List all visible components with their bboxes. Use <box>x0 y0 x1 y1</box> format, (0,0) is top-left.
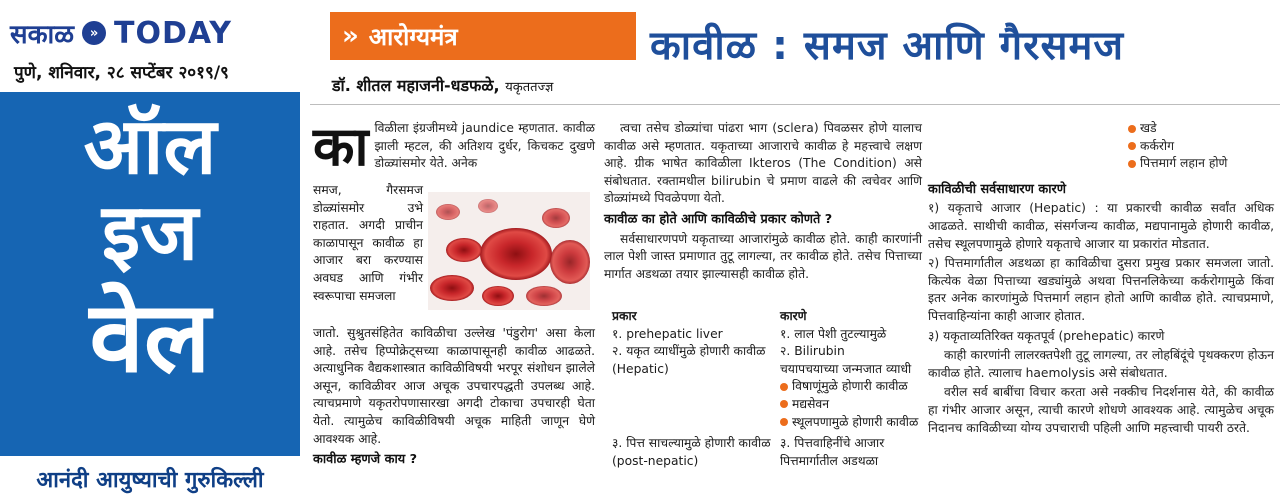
blood-cells-illustration <box>428 192 590 310</box>
list-item <box>780 414 922 432</box>
byline <box>332 74 972 96</box>
brand-name: सकाळ <box>10 20 75 50</box>
supplement-title-line3: वेल <box>89 281 211 395</box>
table-cell: २. यकृत व्याधींमुळे होणारी कावीळ (Hepatic) <box>612 344 766 376</box>
author-name: डॉ. शीतल महाजनी-धडफळे, <box>332 76 500 95</box>
red-blood-cells-photo <box>428 192 590 310</box>
list-item-label: पित्तमार्ग लहान होणे <box>1140 156 1228 171</box>
orange-bullet-icon <box>780 418 788 426</box>
double-chevron-icon: » <box>342 21 359 51</box>
table-header: कारणे <box>780 309 807 323</box>
list-item-label: कर्करोग <box>1140 138 1175 153</box>
article-paragraph: सर्वसाधारणपणे यकृताच्या आजारांमुळे कावीळ होते. काही कारणांनी लाल पेशी जास्त प्रमाणात तुटू लागल्या, तर कावीळ होते. तसेच पित्ताच्या मार्गात अडथळा तयार झाल्यासही कावीळ होते. <box>604 231 922 281</box>
article-paragraph-narrow: समज, गैरसमज डोळ्यांसमोर उभे राहतात. अगदी प्राचीन काळापासून कावीळ हा आजार बरा करण्यास अवघड आणि गंभीर स्वरूपाचा समजला <box>313 183 423 303</box>
tagline: आनंदी आयुष्याची गुरुकिल्ली <box>36 467 264 493</box>
author-role: यकृततज्ज्ञ <box>505 80 554 95</box>
list-item-label: स्थूलपणामुळे होणारी कावीळ <box>792 414 919 429</box>
orange-bullet-icon <box>1128 142 1136 150</box>
subheading: कावीळ म्हणजे काय ? <box>313 452 418 468</box>
table-row <box>612 343 922 431</box>
masthead <box>0 0 300 501</box>
table-row <box>612 435 922 470</box>
divider <box>310 104 1280 105</box>
article-paragraph: १) यकृताचे आजार (Hepatic) : या प्रकारची कावीळ सर्वांत अधिक आढळते. साथीची कावीळ, संसर्गजन्य कावीळ, मद्यपानामुळे होणारी कावीळ, तसेच स्थूलपणामुळे होणारे यकृताचे आजार या प्रकारांत मोडतात. <box>928 201 1274 251</box>
article-column-2 <box>604 120 922 285</box>
section-label: आरोग्यमंत्र <box>368 22 458 51</box>
list-item <box>928 138 1274 156</box>
article-paragraph: २) पित्तमार्गातील अडथळा हा काविळीचा दुसरा प्रमुख प्रकार समजला जातो. कित्येक वेळा पित्ताच्या खड्यांमुळे अथवा पित्तनलिकेच्या कर्करोगामुळे किंवा इतर अनेक कारणांमुळे पित्तमार्ग लहान होतो आणि कावीळ होते. त्याचप्रमाणे, पित्तवाहिन्यांना काही आजार होतात. <box>928 256 1274 323</box>
list-item-label: विषाणूंमुळे होणारी कावीळ <box>792 379 908 394</box>
list-item <box>780 396 922 414</box>
orange-bullet-icon <box>1128 160 1136 168</box>
table-cell: ३. पित्तवाहिनींचे आजार <box>780 436 885 451</box>
table-cell: ३. पित्त साचल्यामुळे होणारी कावीळ (post-nepatic) <box>612 436 771 468</box>
article-paragraph: जातो. सुश्रुतसंहितेत काविळीचा उल्लेख 'पंडुरोग' असा केला आहे. तसेच हिप्पोक्रेट्सच्या काळापासूनही कावीळ आढळते. अत्याधुनिक वैद्यकशास्त्रात काविळीविषयी भरपूर संशोधन झालेले असून, काविळीवर आज अचूक उपचारपद्धती उपलब्ध आहे. त्याचप्रमाणे यकृतरोपणासारखा अगदी टोकाचा उपचारही घेता येतो. त्यामुळेच काविळीविषयी अचूक माहिती जाणून घेणे आवश्यक आहे. <box>313 326 595 446</box>
article-column-1 <box>313 115 595 178</box>
list-item <box>928 155 1274 173</box>
article-paragraph: त्वचा तसेच डोळ्यांचा पांढरा भाग (sclera) पिवळसर होणे यालाच कावीळ असे म्हणतात. यकृताच्या आजाराचे कावीळ हे महत्त्वाचे लक्षण आहे. ग्रीक भाषेत काविळीला Ikteros (The Condition) असे संबोधतात. रक्तामधील bilirubin चे प्रमाण वाढले की त्वचेवर आणि डोळ्यांमध्ये पिवळेपणा येतो. <box>604 121 922 206</box>
orange-bullet-icon <box>780 383 788 391</box>
tagline-bar <box>0 452 300 501</box>
table-cell-group <box>780 343 922 431</box>
list-item <box>928 120 1274 138</box>
subheading: काविळीची सर्वसाधारण कारणे <box>928 181 1066 197</box>
section-tag <box>330 12 636 60</box>
orange-bullet-icon <box>780 400 788 408</box>
supplement-title-line2: इज <box>101 188 199 278</box>
brand-today: TODAY <box>114 15 232 51</box>
table-cell: २. Bilirubin <box>780 344 845 359</box>
list-item-label: खडे <box>1140 121 1157 135</box>
orange-bullet-icon <box>1128 125 1136 133</box>
table-row <box>612 326 922 344</box>
list-item <box>780 378 922 396</box>
dateline: पुणे, शनिवार, २८ सप्टेंबर २०१९/९ <box>14 63 229 83</box>
table-cell-group <box>780 435 922 470</box>
subheading: कावीळ का होते आणि काविळीचे प्रकार कोणते ? <box>604 211 833 227</box>
brand-logo <box>10 12 295 54</box>
table-cell: १. prehepatic liver <box>612 326 723 341</box>
article-paragraph: ३) यकृताव्यतिरिक्त यकृतपूर्व (prehepatic) कारणे <box>928 328 1165 343</box>
article-paragraph: काही कारणांनी लालरक्तपेशी तुटू लागल्या, तर लोहबिंदूंचे पृथक्करण होऊन कावीळ होते. त्यालाच haemolysis असे संबोधतात. <box>928 348 1274 380</box>
table-header-row <box>612 308 922 326</box>
drop-cap: का <box>313 115 369 178</box>
table-cell: पित्तमार्गातील अडथळा <box>780 453 879 468</box>
article-column-1-continued <box>313 325 595 471</box>
article-column-3 <box>928 120 1274 439</box>
table-header: प्रकार <box>612 309 637 323</box>
double-chevron-icon: » <box>82 21 106 45</box>
table-cell: १. लाल पेशी तुटल्यामुळे <box>780 326 887 341</box>
article-headline: कावीळ : समज आणि गैरसमज <box>650 23 1125 69</box>
article-paragraph: विळीला इंग्रजीमध्ये jaundice म्हणतात. कावीळ झाली म्हटल, की अतिशय दुर्धर, किचकट दुखणे डोळ्यांसमोर येते. अनेक <box>374 121 595 171</box>
jaundice-types-table <box>612 308 922 470</box>
list-item-label: मद्यसेवन <box>792 396 830 411</box>
article-paragraph: वरील सर्व बाबींचा विचार करता असे नक्कीच निदर्शनास येते, की कावीळ हा गंभीर आजार असून, त्याची कारणे शोधणे आवश्यक आहे. त्यामुळेच अचूक निदानच काविळीच्या योग्य उपचाराची पहिली आणि महत्त्वाची पायरी ठरते. <box>928 385 1274 435</box>
supplement-title-line1: ऑल <box>83 102 217 192</box>
table-cell: चयापचयाच्या जन्मजात व्याधी <box>780 361 912 376</box>
